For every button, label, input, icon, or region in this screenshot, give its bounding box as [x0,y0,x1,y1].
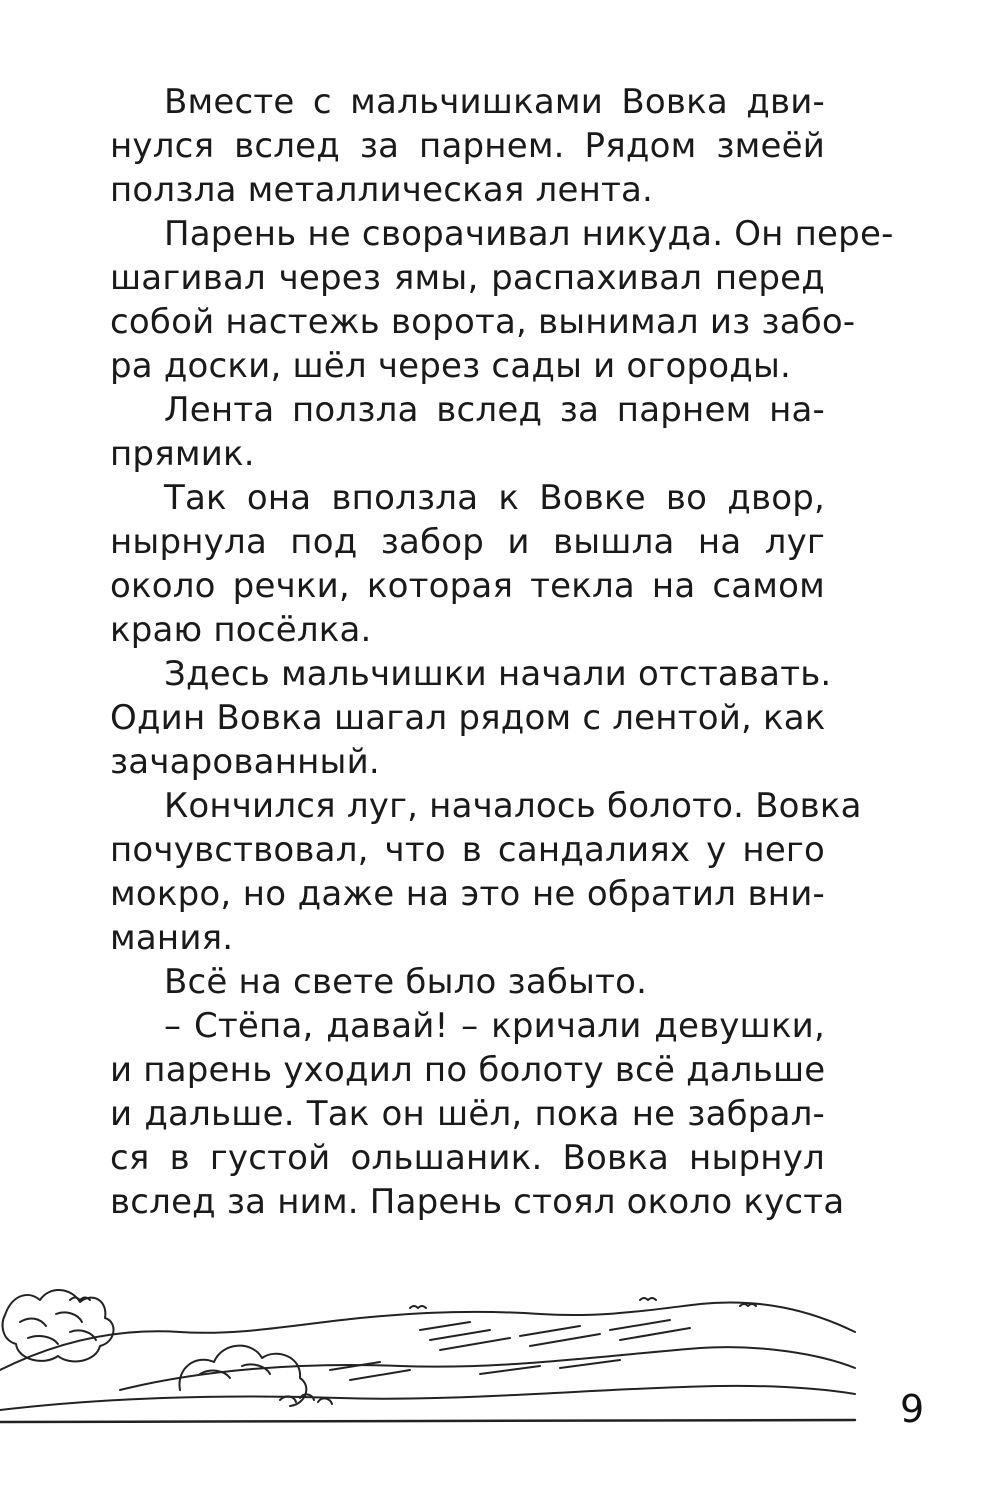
text-line: ползла металлическая лента. [110,170,654,210]
text-line: прямик. [110,434,255,474]
text-line: около речки, которая текла на самом [110,566,825,606]
text-line: мания. [110,918,234,958]
text-line: Один Вовка шагал рядом с лентой, как [110,698,826,738]
text-line: краю посёлка. [110,610,372,650]
text-line: Парень не сворачивал никуда. Он пере- [164,214,894,254]
text-line: мокро, но даже на это не обратил вни- [110,874,825,914]
text-line: нырнула под забор и вышла на луг [110,522,825,562]
body-text [110,80,894,1224]
text-line: Кончился луг, началось болото. Вовка [164,786,862,826]
landscape-illustration [0,1270,860,1430]
text-line: и парень уходил по болоту всё дальше [110,1050,826,1090]
text-line: – Стёпа, давай! – кричали девушки, [164,1006,825,1046]
text-line: зачарованный. [110,742,380,782]
text-line: почувствовал, что в сандалиях у него [110,830,825,870]
text-line: нулся вслед за парнем. Рядом змеёй [110,126,825,166]
text-line: и дальше. Так он шёл, пока не забрал- [110,1094,825,1134]
page-number: 9 [900,1387,925,1431]
text-line: Здесь мальчишки начали отставать. [164,654,832,694]
text-line: Вместе с мальчишками Вовка дви- [164,82,825,122]
text-line: вслед за ним. Парень стоял около куста [110,1182,845,1222]
text-line: ра доски, шёл через сады и огороды. [110,346,792,386]
text-line: Так она вползла к Вовке во двор, [164,478,825,518]
text-line: шагивал через ямы, распахивал перед [110,258,825,298]
text-line: ся в густой ольшаник. Вовка нырнул [110,1138,825,1178]
text-line: собой настежь ворота, вынимал из забо- [110,302,856,342]
text-line: Лента ползла вслед за парнем на- [164,390,825,430]
text-line: Всё на свете было забыто. [164,962,648,1002]
